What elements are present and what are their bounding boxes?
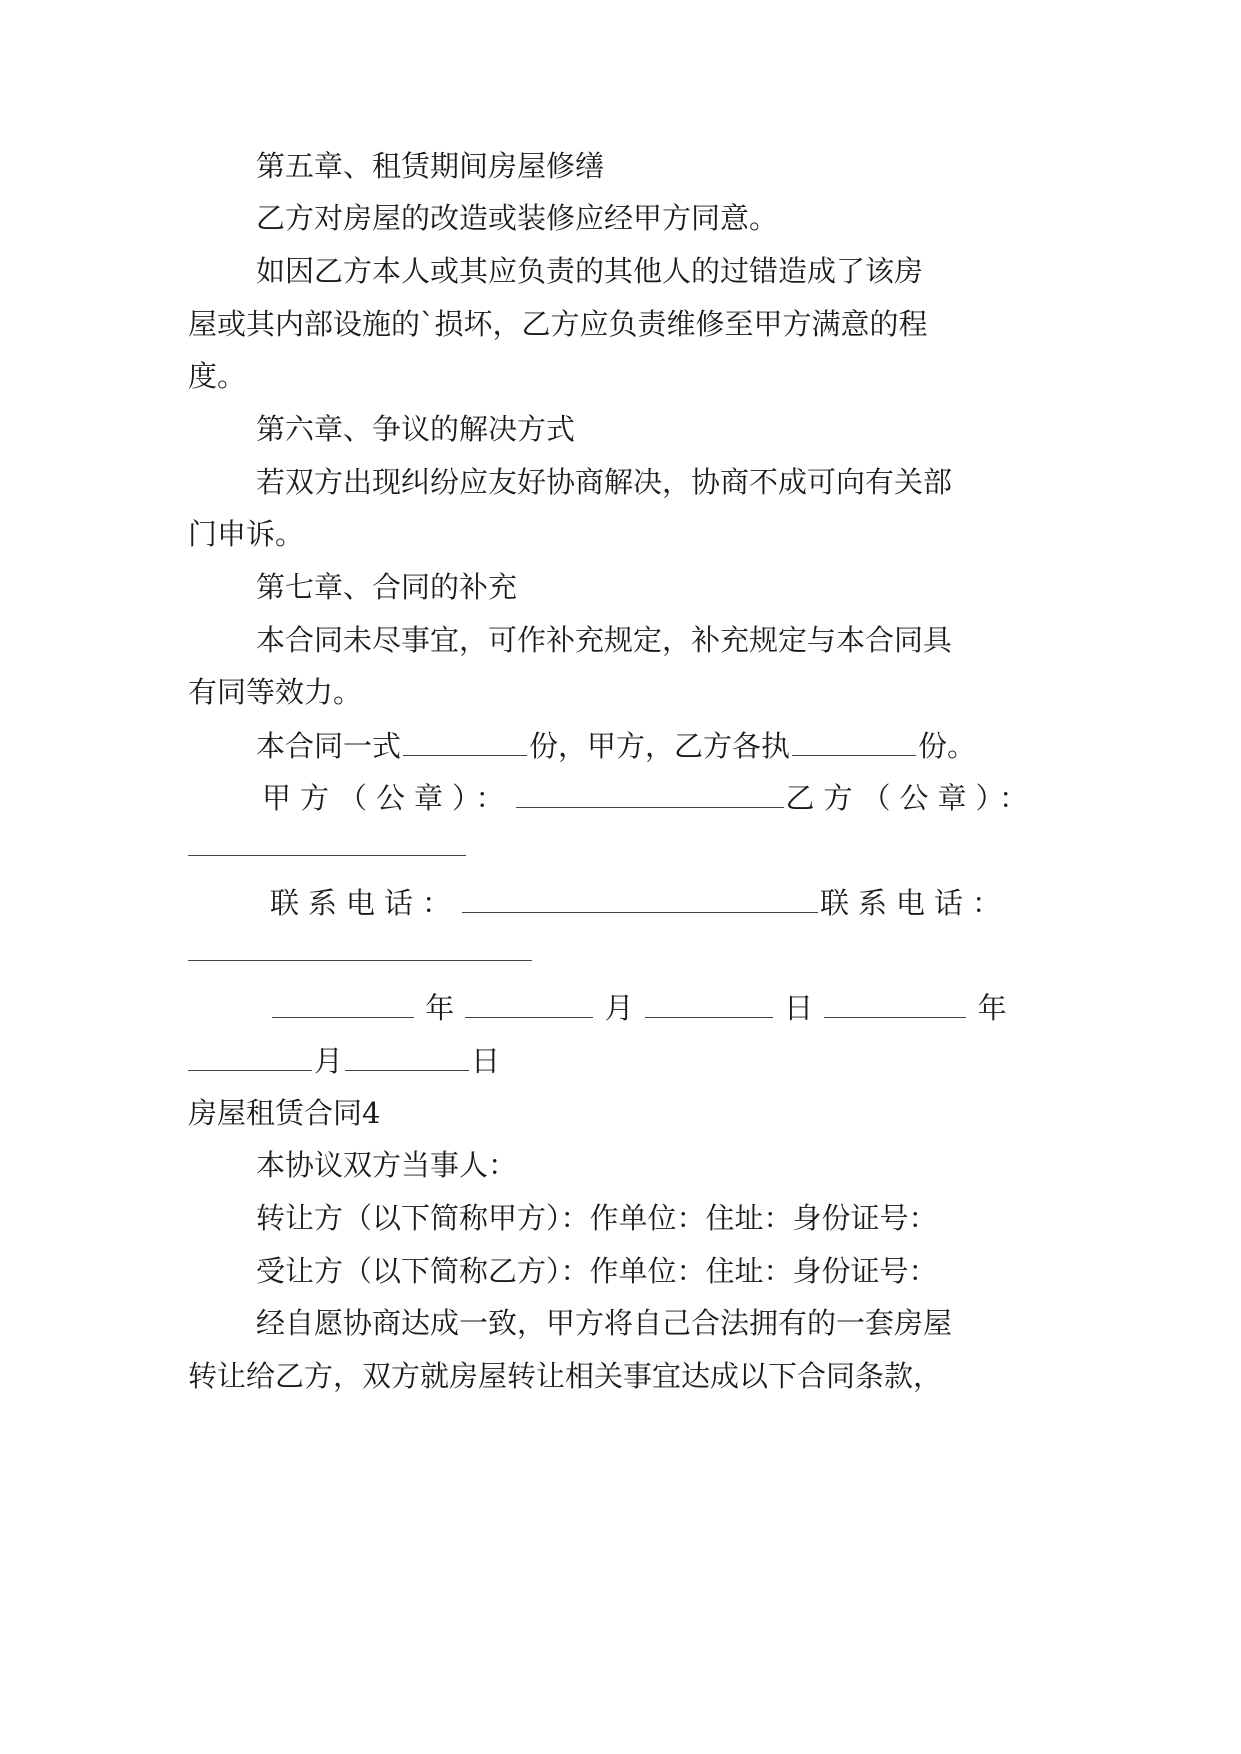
chapter5-paragraph2-line2: 屋或其内部设施的`损坏，乙方应负责维修至甲方满意的程	[188, 307, 928, 341]
phone-a-blank[interactable]	[462, 882, 818, 913]
chapter5-paragraph2-line3: 度。	[188, 359, 247, 393]
phone-b-label: 联系电话：	[820, 886, 1011, 920]
contract4-paragraph1-line1: 经自愿协商达成一致，甲方将自己合法拥有的一套房屋	[256, 1306, 953, 1340]
date-b-month-label: 月	[314, 1044, 344, 1078]
date-a-day-label: 日	[784, 991, 814, 1025]
date-b-year-blank[interactable]	[824, 987, 966, 1018]
chapter6-paragraph1-line2: 门申诉。	[188, 517, 305, 551]
contract4-transferor: 转让方（以下简称甲方）：作单位：住址：身份证号：	[256, 1201, 938, 1235]
date-a-year-label: 年	[425, 991, 455, 1025]
party-b-seal-blank[interactable]	[188, 855, 466, 856]
date-line-2	[188, 1040, 500, 1081]
party-b-seal-label: 乙方（公章）：	[785, 781, 1038, 815]
date-a-month-blank[interactable]	[465, 987, 593, 1018]
date-b-day-blank[interactable]	[345, 1040, 469, 1071]
contract4-transferee: 受让方（以下简称乙方）：作单位：住址：身份证号：	[256, 1254, 938, 1288]
contract4-paragraph1-line2: 转让给乙方，双方就房屋转让相关事宜达成以下合同条款，	[188, 1359, 943, 1393]
seal-line	[262, 777, 1037, 818]
copies-line	[256, 725, 976, 766]
date-a-day-blank[interactable]	[645, 987, 773, 1018]
chapter6-title: 第六章、争议的解决方式	[256, 412, 576, 446]
copies-blank-1[interactable]	[403, 725, 527, 756]
chapter5-paragraph2-line1: 如因乙方本人或其应负责的其他人的过错造成了该房	[256, 254, 924, 288]
date-b-day-label: 日	[471, 1044, 501, 1078]
contract4-title: 房屋租赁合同4	[188, 1096, 381, 1130]
chapter7-paragraph1-line2: 有同等效力。	[188, 675, 363, 709]
date-line-1	[270, 987, 1007, 1028]
date-a-year-blank[interactable]	[272, 987, 414, 1018]
party-a-seal-blank[interactable]	[516, 777, 784, 808]
chapter5-title: 第五章、租赁期间房屋修缮	[256, 149, 605, 183]
contract4-parties: 本协议双方当事人：	[256, 1148, 518, 1182]
date-a-month-label: 月	[604, 991, 634, 1025]
phone-a-label: 联系电话：	[270, 886, 461, 920]
copies-blank-2[interactable]	[792, 725, 916, 756]
date-b-month-blank[interactable]	[188, 1040, 312, 1071]
phone-line	[270, 882, 1010, 923]
copies-text-a: 本合同一式	[256, 729, 402, 763]
date-b-year-label: 年	[977, 991, 1007, 1025]
chapter7-paragraph1-line1: 本合同未尽事宜，可作补充规定，补充规定与本合同具	[256, 623, 953, 657]
copies-text-b: 份，甲方，乙方各执	[529, 729, 791, 763]
chapter6-paragraph1-line1: 若双方出现纠纷应友好协商解决，协商不成可向有关部	[256, 465, 953, 499]
phone-b-blank[interactable]	[188, 960, 532, 961]
chapter5-paragraph1: 乙方对房屋的改造或装修应经甲方同意。	[256, 201, 779, 235]
chapter7-title: 第七章、合同的补充	[256, 570, 518, 604]
copies-text-c: 份。	[918, 729, 977, 763]
party-a-seal-label: 甲方（公章）：	[262, 781, 514, 815]
